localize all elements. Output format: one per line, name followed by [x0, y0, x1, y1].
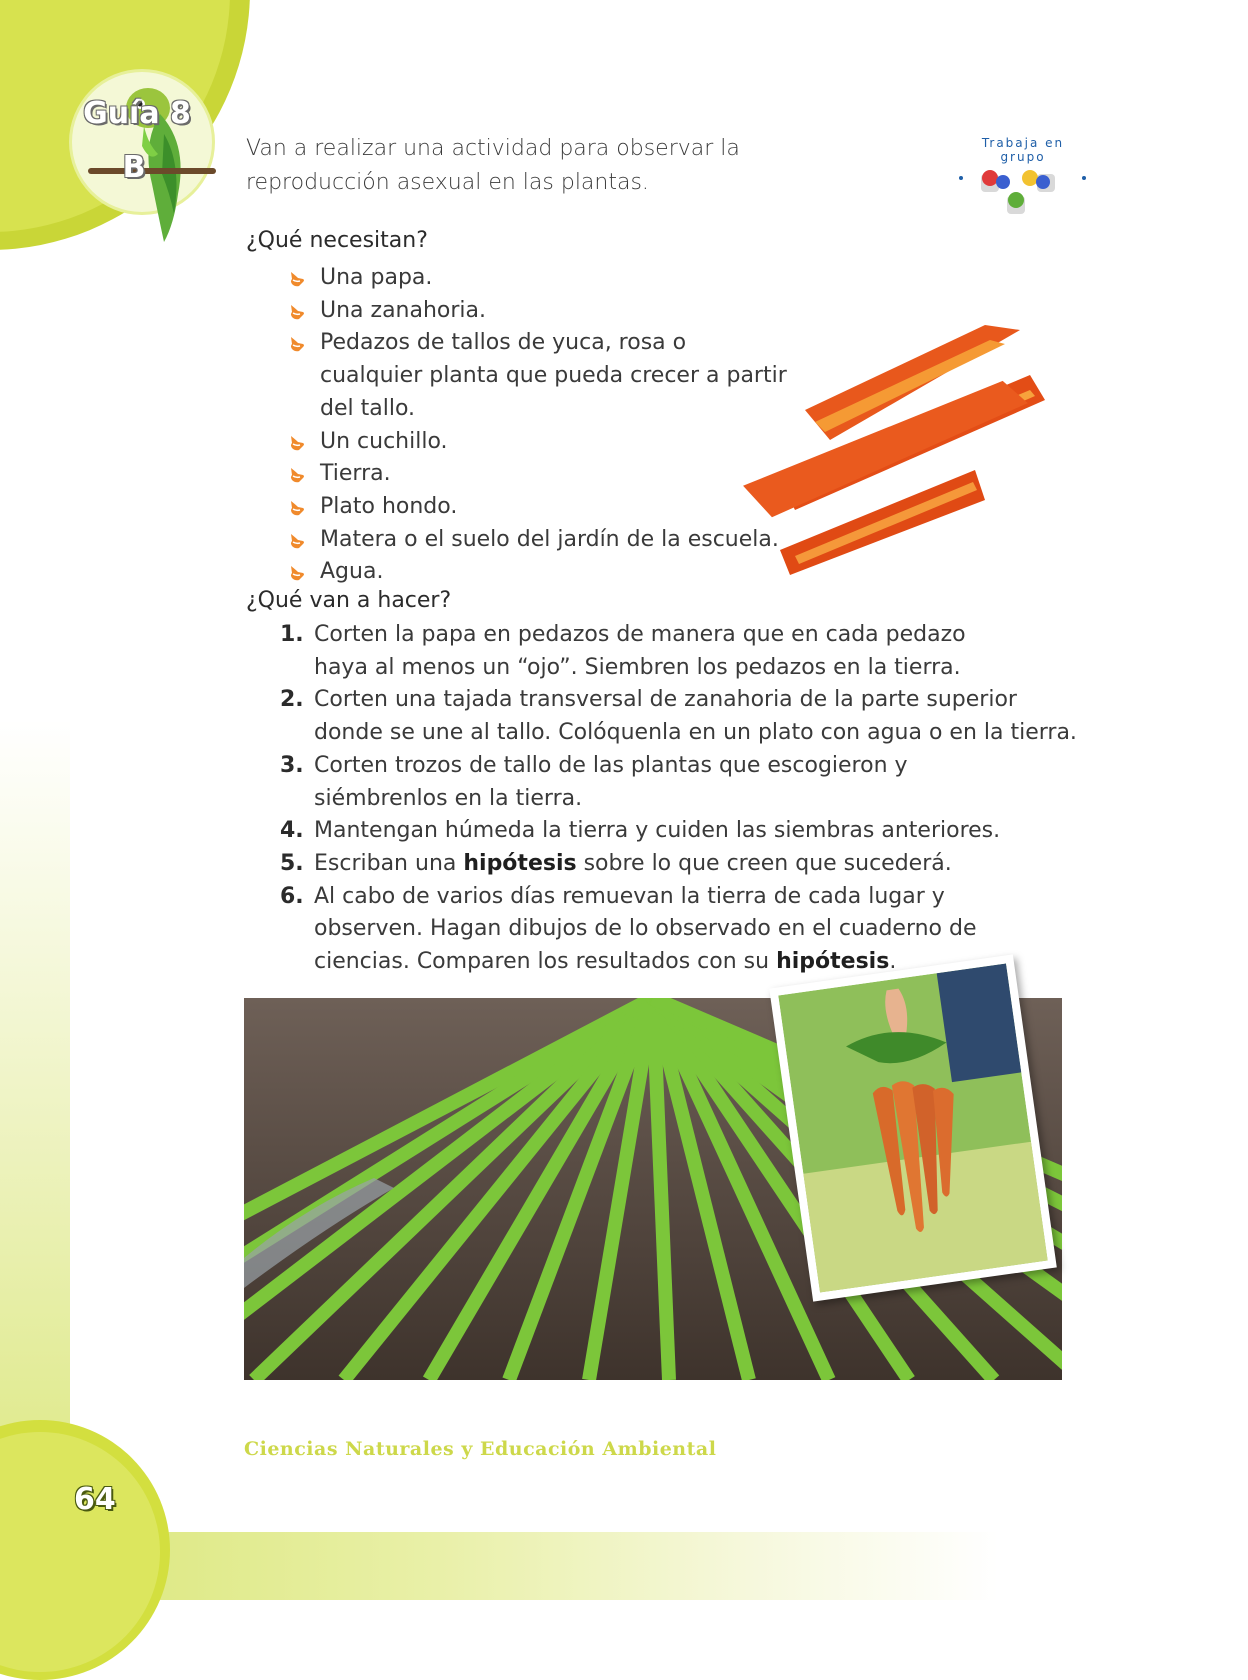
step-text: Escriban una — [314, 850, 464, 876]
guide-title: Guía 8 — [83, 96, 191, 131]
group-work-icon — [955, 130, 1090, 230]
footer-subject: Ciencias Naturales y Educación Ambiental — [244, 1438, 717, 1460]
step-text: Corten la papa en pedazos de manera que en cada pedazo haya al menos un “ojo”. Siembren los pedazos en la tierra. — [314, 622, 966, 680]
material-text: Una papa. — [320, 265, 433, 290]
step-text: Corten una tajada transversal de zanahoria de la parte superior donde se une al tallo. Colóquenla en un plato con agua o en la tierra. — [314, 687, 1077, 746]
group-work-label: Trabaja en grupo — [981, 136, 1065, 164]
step-number: 6. — [280, 883, 304, 909]
step-number: 3. — [280, 752, 304, 778]
list-item — [288, 426, 788, 459]
material-text: Una zanahoria. — [320, 297, 487, 323]
intro-text: Van a realizar una actividad para observar la reproducción asexual en las plantas. — [246, 136, 740, 195]
carrot-slices-image — [735, 320, 1055, 580]
pointing-hand-icon — [288, 434, 306, 452]
step-number: 1. — [280, 622, 304, 647]
list-item — [288, 556, 788, 589]
list-item — [280, 881, 1034, 979]
list-item — [280, 750, 1014, 815]
keyword-hypothesis: hipótesis — [463, 850, 577, 876]
pointing-hand-icon — [288, 466, 306, 484]
list-item — [288, 491, 788, 524]
step-number: 5. — [280, 850, 304, 876]
list-item — [288, 524, 788, 557]
carrots-illustration — [778, 963, 1048, 1292]
list-item — [288, 458, 788, 491]
pointing-hand-icon — [288, 499, 306, 517]
list-item — [288, 327, 790, 425]
material-text: Agua. — [320, 559, 384, 585]
materials-heading: ¿Qué necesitan? — [246, 228, 428, 253]
guide-subtitle: B — [122, 150, 146, 185]
pointing-hand-icon — [288, 532, 306, 550]
pointing-hand-icon — [288, 335, 306, 353]
material-text: Tierra. — [320, 461, 391, 487]
step-number: 2. — [280, 687, 304, 713]
material-text: Un cuchillo. — [320, 428, 448, 454]
list-item — [280, 848, 1080, 881]
list-item — [288, 295, 788, 328]
pointing-hand-icon — [288, 564, 306, 582]
page-number: 64 — [74, 1482, 116, 1517]
list-item — [280, 684, 1084, 749]
material-text: Plato hondo. — [320, 493, 458, 519]
pointing-hand-icon — [288, 303, 306, 321]
step-number: 4. — [280, 818, 304, 844]
step-text: sobre lo que creen que sucederá. — [576, 850, 952, 876]
keyword-hypothesis: hipótesis — [776, 949, 890, 975]
steps-list — [280, 619, 1080, 979]
material-text: Matera o el suelo del jardín de la escuela. — [320, 526, 779, 552]
step-text: Mantengan húmeda la tierra y cuiden las siembras anteriores. — [314, 818, 1001, 844]
pointing-hand-icon — [288, 270, 306, 288]
list-item — [280, 815, 1080, 848]
material-text: Pedazos de tallos de yuca, rosa o cualquier planta que pueda crecer a partir del tallo. — [320, 330, 787, 421]
step-text: . — [889, 949, 897, 975]
bottom-page-band — [0, 1532, 1248, 1600]
steps-heading: ¿Qué van a hacer? — [246, 588, 452, 613]
carrots-photo — [769, 954, 1057, 1301]
materials-list — [288, 262, 788, 589]
list-item — [288, 262, 788, 295]
step-text: Corten trozos de tallo de las plantas que escogieron y siémbrenlos en la tierra. — [314, 752, 908, 811]
step-text: Al cabo de varios días remuevan la tierra de cada lugar y observen. Hagan dibujos de lo observado en el cuaderno de ciencias. Comparen los resultados con su — [314, 883, 977, 975]
list-item — [280, 619, 1014, 684]
